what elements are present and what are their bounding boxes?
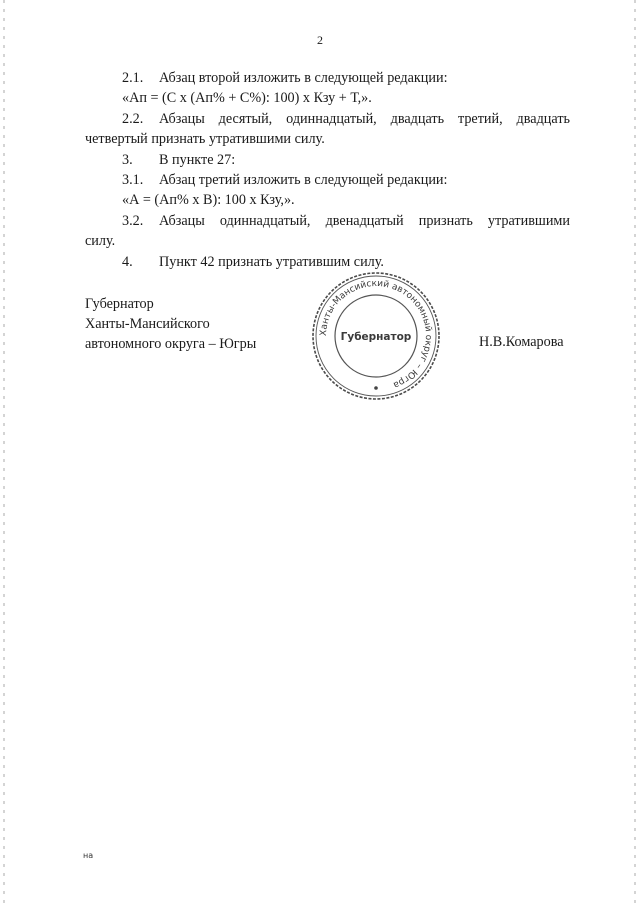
item-2-2 (85, 109, 570, 129)
item-number: 2.1. (122, 70, 144, 86)
page-number: 2 (317, 33, 323, 47)
formula-an: «Ап = (С х (Ап% + С%): 100) х Кзу + Т,». (122, 90, 372, 107)
item-number: 3. (122, 151, 133, 168)
official-seal-stamp (310, 270, 442, 402)
signatory-title-line-2: Ханты-Мансийского (85, 316, 210, 332)
seal-center-text: Губернатор (340, 331, 412, 343)
item-3-1 (85, 170, 570, 190)
item-text: Пункт 42 признать утратившим силу. (159, 253, 384, 270)
scan-edge-right (634, 0, 636, 905)
item-3-2 (85, 211, 570, 231)
signatory-title-line-1: Губернатор (85, 296, 154, 312)
scan-edge-left (3, 0, 5, 905)
item-2-1 (85, 68, 570, 88)
item-text: Абзацы десятый, одиннадцатый, двадцать третий, двадцать (159, 110, 570, 127)
item-3-2-continued: силу. (85, 233, 116, 250)
item-number: 3.2. (122, 212, 144, 229)
item-text: В пункте 27: (159, 151, 236, 168)
signatory-name: Н.В.Комарова (479, 334, 564, 350)
signatory-title-line-3: автономного округа – Югры (85, 336, 257, 352)
item-number: 4. (122, 253, 133, 270)
item-text: Абзацы одиннадцатый, двенадцатый признать утратившими (159, 212, 570, 229)
item-text: Абзац второй изложить в следующей редакции: (159, 70, 448, 86)
seal-dot (374, 386, 378, 390)
formula-a: «А = (Ап% х В): 100 х Кзу,». (122, 192, 295, 209)
signatory-title (85, 294, 256, 354)
item-2-2-continued: четвертый признать утратившими силу. (85, 131, 325, 148)
seal-graphic (310, 270, 442, 402)
footer-initials: на (83, 851, 94, 860)
seal-ring-text: Ханты-Мансийский автономный округ – Югра (318, 278, 434, 390)
item-4 (85, 252, 570, 272)
item-3 (85, 150, 570, 170)
document-body (85, 68, 570, 272)
item-number: 2.2. (122, 110, 144, 127)
item-text: Абзац третий изложить в следующей редакции: (159, 172, 448, 189)
item-number: 3.1. (122, 172, 144, 189)
